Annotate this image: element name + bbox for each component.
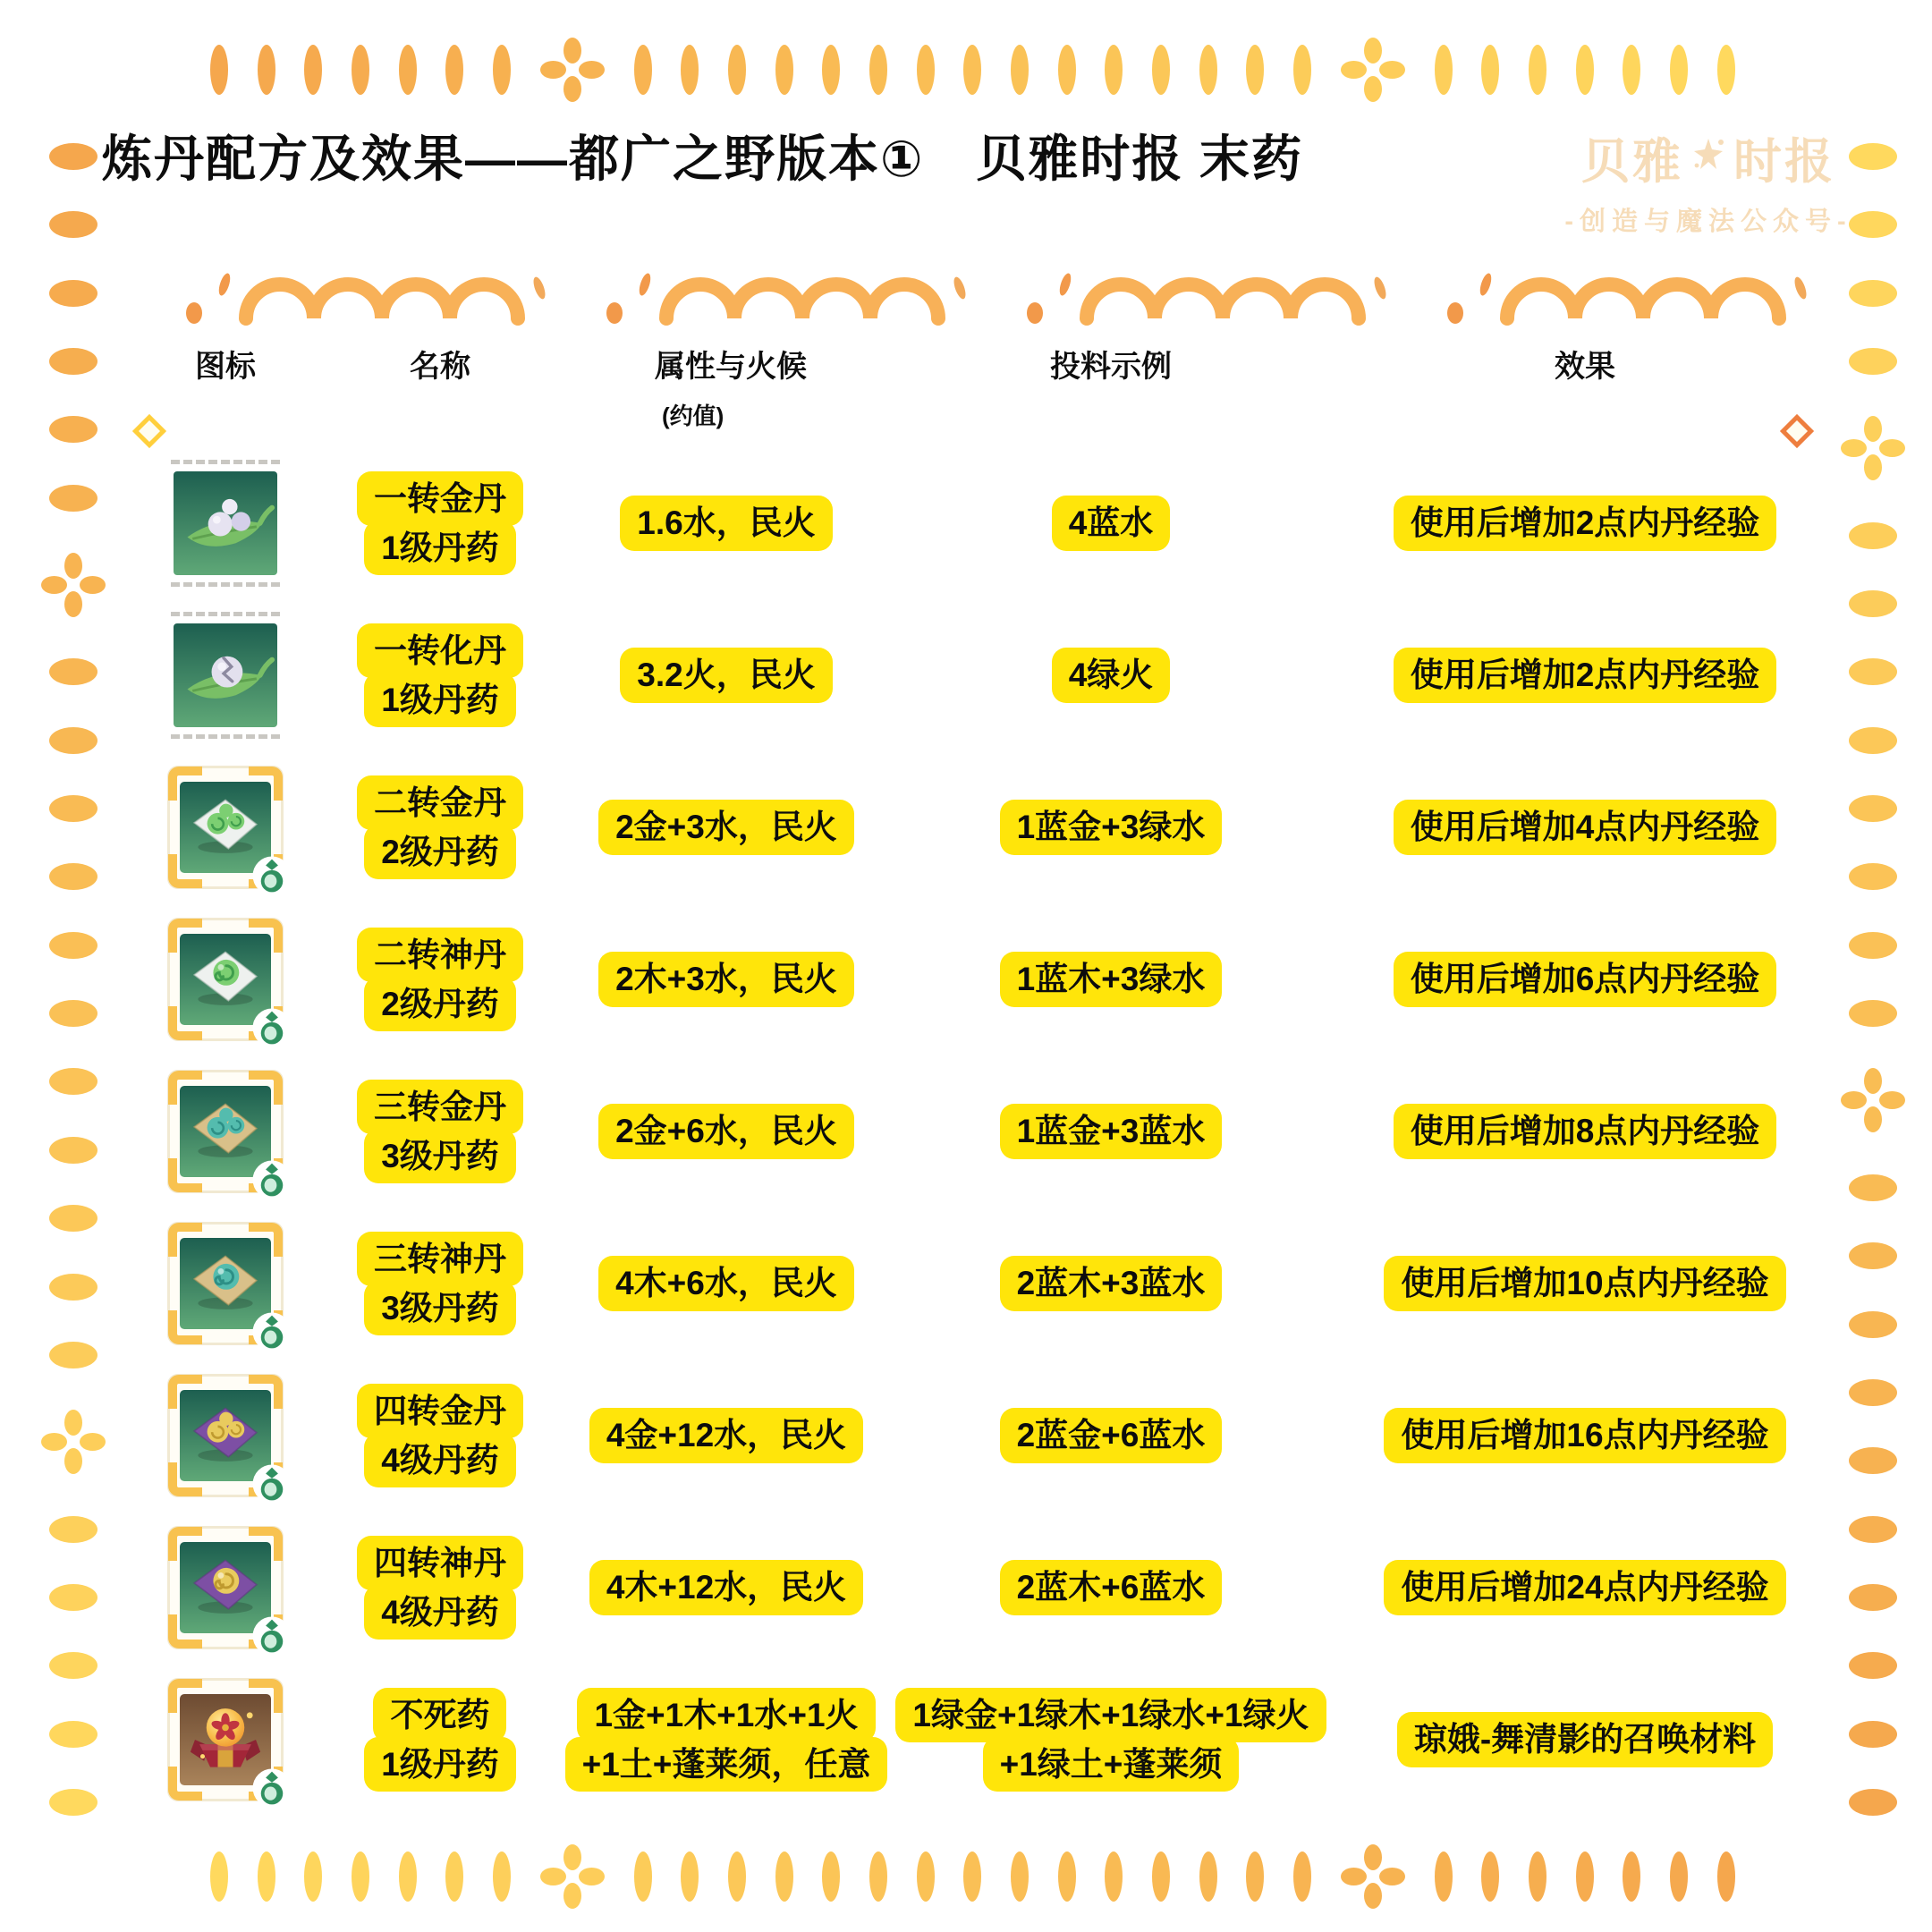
attr-heat-label: 2金+6水，民火 bbox=[598, 1104, 854, 1158]
ingredient-example-label: +1绿土+蓬莱须 bbox=[983, 1737, 1240, 1792]
item-name-label: 四转神丹 bbox=[357, 1536, 523, 1590]
logo-text-right: 时报 bbox=[1733, 135, 1835, 189]
flower-motif-icon bbox=[540, 1844, 605, 1909]
pet-badge-icon bbox=[251, 855, 292, 896]
star-wand-icon bbox=[1689, 131, 1728, 186]
item-name-label: 4级丹药 bbox=[364, 1433, 516, 1487]
page-title: 炼丹配方及效果——都广之野版本① 贝雅时报 末药 bbox=[102, 131, 1303, 187]
ingredient-example-label: 4蓝水 bbox=[1052, 496, 1171, 550]
dot-decoration bbox=[634, 45, 652, 95]
top-border-decoration bbox=[210, 32, 1735, 107]
dot-decoration bbox=[352, 1852, 369, 1902]
pill-leaf-three-pearls-icon bbox=[136, 471, 315, 575]
dot-decoration bbox=[681, 45, 699, 95]
effect-label: 使用后增加16点内丹经验 bbox=[1384, 1408, 1785, 1462]
dot-decoration bbox=[1717, 45, 1735, 95]
dot-decoration bbox=[1058, 45, 1076, 95]
attr-heat-label: 2木+3水，民火 bbox=[598, 952, 854, 1006]
dot-decoration bbox=[1293, 1852, 1311, 1902]
item-name-label: 1级丹药 bbox=[364, 1737, 516, 1792]
ingredient-example-label: 2蓝木+6蓝水 bbox=[1000, 1560, 1223, 1614]
header-effect-column: 效果 bbox=[1555, 350, 1615, 384]
ingredient-example-label: 1蓝金+3蓝水 bbox=[1000, 1104, 1223, 1158]
dot-decoration bbox=[304, 45, 322, 95]
dot-decoration bbox=[822, 1852, 840, 1902]
item-name-label: 3级丹药 bbox=[364, 1281, 516, 1335]
ingredient-example-label: 1蓝金+3绿水 bbox=[1000, 800, 1223, 854]
dot-decoration bbox=[49, 280, 97, 307]
table-row bbox=[0, 1055, 1932, 1208]
header-attr-label: 属性与火候 bbox=[655, 350, 807, 384]
dot-decoration bbox=[963, 45, 981, 95]
dot-decoration bbox=[493, 45, 511, 95]
effect-label: 使用后增加6点内丹经验 bbox=[1394, 952, 1777, 1006]
dot-decoration bbox=[1435, 1852, 1453, 1902]
item-name-label: 1级丹药 bbox=[364, 673, 516, 727]
table-row bbox=[0, 1208, 1932, 1360]
effect-label: 使用后增加24点内丹经验 bbox=[1384, 1560, 1785, 1614]
attr-heat-label: +1土+蓬莱须，任意 bbox=[565, 1737, 888, 1792]
pet-badge-icon bbox=[251, 1463, 292, 1504]
bottom-border-decoration bbox=[210, 1839, 1735, 1914]
dot-decoration bbox=[1152, 45, 1170, 95]
teal-pills-tan-cloth-icon bbox=[136, 1070, 315, 1193]
dot-decoration bbox=[258, 45, 275, 95]
item-name-label: 三转神丹 bbox=[357, 1232, 523, 1286]
dot-decoration bbox=[1011, 45, 1029, 95]
dot-decoration bbox=[1199, 1852, 1217, 1902]
dot-decoration bbox=[399, 45, 417, 95]
teal-swirl-pill-tan-cloth-icon bbox=[136, 1222, 315, 1345]
table-row bbox=[0, 903, 1932, 1055]
attr-heat-label: 3.2火，民火 bbox=[620, 648, 832, 702]
dot-decoration bbox=[917, 45, 935, 95]
gold-swirl-pill-purple-cloth-icon bbox=[136, 1526, 315, 1649]
table-row bbox=[0, 1664, 1932, 1816]
dot-decoration bbox=[1529, 1852, 1546, 1902]
ingredient-example-label: 1绿金+1绿木+1绿水+1绿火 bbox=[895, 1688, 1326, 1742]
effect-label: 琼娥-舞清影的召唤材料 bbox=[1397, 1712, 1773, 1767]
attr-heat-label: 4木+12水，民火 bbox=[589, 1560, 863, 1614]
item-name-label: 1级丹药 bbox=[364, 521, 516, 575]
item-name-label: 一转金丹 bbox=[357, 471, 523, 526]
logo-subtitle: -创造与魔法公众号- bbox=[1564, 208, 1852, 236]
dot-decoration bbox=[1670, 1852, 1688, 1902]
dot-decoration bbox=[49, 211, 97, 238]
dot-decoration bbox=[1623, 45, 1640, 95]
green-pills-white-cloth-icon bbox=[136, 766, 315, 889]
flower-motif-icon bbox=[540, 38, 605, 102]
pet-badge-icon bbox=[251, 1767, 292, 1809]
pet-badge-icon bbox=[251, 1615, 292, 1657]
table-row bbox=[0, 599, 1932, 751]
scallop-divider-decoration bbox=[94, 261, 1838, 343]
dot-decoration bbox=[1623, 1852, 1640, 1902]
pet-badge-icon bbox=[251, 1311, 292, 1352]
pet-badge-icon bbox=[251, 1007, 292, 1048]
table-row bbox=[0, 447, 1932, 599]
flower-motif-icon bbox=[1341, 1844, 1405, 1909]
dot-decoration bbox=[963, 1852, 981, 1902]
dot-decoration bbox=[681, 1852, 699, 1902]
dot-decoration bbox=[1670, 45, 1688, 95]
dot-decoration bbox=[869, 45, 887, 95]
dot-decoration bbox=[352, 45, 369, 95]
dot-decoration bbox=[822, 45, 840, 95]
header-attr-note: (约值) bbox=[662, 402, 724, 429]
dot-decoration bbox=[1717, 1852, 1735, 1902]
dot-decoration bbox=[1058, 1852, 1076, 1902]
item-name-label: 2级丹药 bbox=[364, 825, 516, 879]
gold-pills-purple-cloth-icon bbox=[136, 1374, 315, 1497]
header-name-column: 名称 bbox=[410, 350, 470, 384]
dot-decoration bbox=[1849, 280, 1897, 307]
item-name-label: 三转金丹 bbox=[357, 1080, 523, 1134]
dot-decoration bbox=[728, 45, 746, 95]
dot-decoration bbox=[210, 1852, 228, 1902]
dot-decoration bbox=[493, 1852, 511, 1902]
dot-decoration bbox=[1293, 45, 1311, 95]
ingredient-example-label: 2蓝木+3蓝水 bbox=[1000, 1256, 1223, 1310]
dot-decoration bbox=[1481, 1852, 1499, 1902]
dot-decoration bbox=[258, 1852, 275, 1902]
dot-decoration bbox=[399, 1852, 417, 1902]
logo bbox=[1512, 123, 1905, 238]
dot-decoration bbox=[1576, 1852, 1594, 1902]
dot-decoration bbox=[775, 1852, 793, 1902]
dot-decoration bbox=[869, 1852, 887, 1902]
ingredient-example-label: 1蓝木+3绿水 bbox=[1000, 952, 1223, 1006]
ingredient-example-label: 2蓝金+6蓝水 bbox=[1000, 1408, 1223, 1462]
item-name-label: 不死药 bbox=[373, 1688, 506, 1742]
item-name-label: 4级丹药 bbox=[364, 1585, 516, 1640]
flower-motif-icon bbox=[1341, 38, 1405, 102]
dot-decoration bbox=[1152, 1852, 1170, 1902]
dot-decoration bbox=[49, 143, 97, 170]
dot-decoration bbox=[1105, 45, 1123, 95]
logo-text-left: 贝雅 bbox=[1581, 135, 1683, 189]
dot-decoration bbox=[445, 45, 463, 95]
dot-decoration bbox=[1199, 45, 1217, 95]
dot-decoration bbox=[304, 1852, 322, 1902]
dot-decoration bbox=[917, 1852, 935, 1902]
attr-heat-label: 1金+1木+1水+1火 bbox=[577, 1688, 875, 1742]
attr-heat-label: 4木+6水，民火 bbox=[598, 1256, 854, 1310]
dot-decoration bbox=[728, 1852, 746, 1902]
effect-label: 使用后增加10点内丹经验 bbox=[1384, 1256, 1785, 1310]
item-name-label: 二转神丹 bbox=[357, 928, 523, 982]
effect-label: 使用后增加2点内丹经验 bbox=[1394, 496, 1777, 550]
item-name-label: 一转化丹 bbox=[357, 623, 523, 678]
item-name-label: 二转金丹 bbox=[357, 775, 523, 830]
effect-label: 使用后增加2点内丹经验 bbox=[1394, 648, 1777, 702]
effect-label: 使用后增加4点内丹经验 bbox=[1394, 800, 1777, 854]
dot-decoration bbox=[1011, 1852, 1029, 1902]
dashed-rule-decoration bbox=[132, 413, 1814, 449]
table-row bbox=[0, 751, 1932, 903]
golden-orb-red-flower-pedestal-icon bbox=[136, 1678, 315, 1801]
dot-decoration bbox=[1435, 45, 1453, 95]
ingredient-example-label: 4绿火 bbox=[1052, 648, 1171, 702]
table-row bbox=[0, 1512, 1932, 1664]
dot-decoration bbox=[1105, 1852, 1123, 1902]
effect-label: 使用后增加8点内丹经验 bbox=[1394, 1104, 1777, 1158]
dot-decoration bbox=[775, 45, 793, 95]
header-example-column: 投料示例 bbox=[1050, 350, 1172, 384]
dot-decoration bbox=[1246, 1852, 1264, 1902]
dot-decoration bbox=[1576, 45, 1594, 95]
dot-decoration bbox=[634, 1852, 652, 1902]
dot-decoration bbox=[445, 1852, 463, 1902]
attr-heat-label: 1.6水，民火 bbox=[620, 496, 832, 550]
green-swirl-pill-white-cloth-icon bbox=[136, 918, 315, 1041]
item-name-label: 四转金丹 bbox=[357, 1384, 523, 1438]
attr-heat-label: 2金+3水，民火 bbox=[598, 800, 854, 854]
pet-badge-icon bbox=[251, 1159, 292, 1200]
recipe-table bbox=[0, 447, 1932, 1816]
item-name-label: 3级丹药 bbox=[364, 1129, 516, 1183]
attr-heat-label: 4金+12水，民火 bbox=[589, 1408, 863, 1462]
pill-leaf-cracked-pearl-icon bbox=[136, 623, 315, 727]
dot-decoration bbox=[1529, 45, 1546, 95]
item-name-label: 2级丹药 bbox=[364, 977, 516, 1031]
header-icon-column: 图标 bbox=[195, 350, 256, 384]
dot-decoration bbox=[1481, 45, 1499, 95]
table-row bbox=[0, 1360, 1932, 1512]
dot-decoration bbox=[210, 45, 228, 95]
dot-decoration bbox=[1246, 45, 1264, 95]
